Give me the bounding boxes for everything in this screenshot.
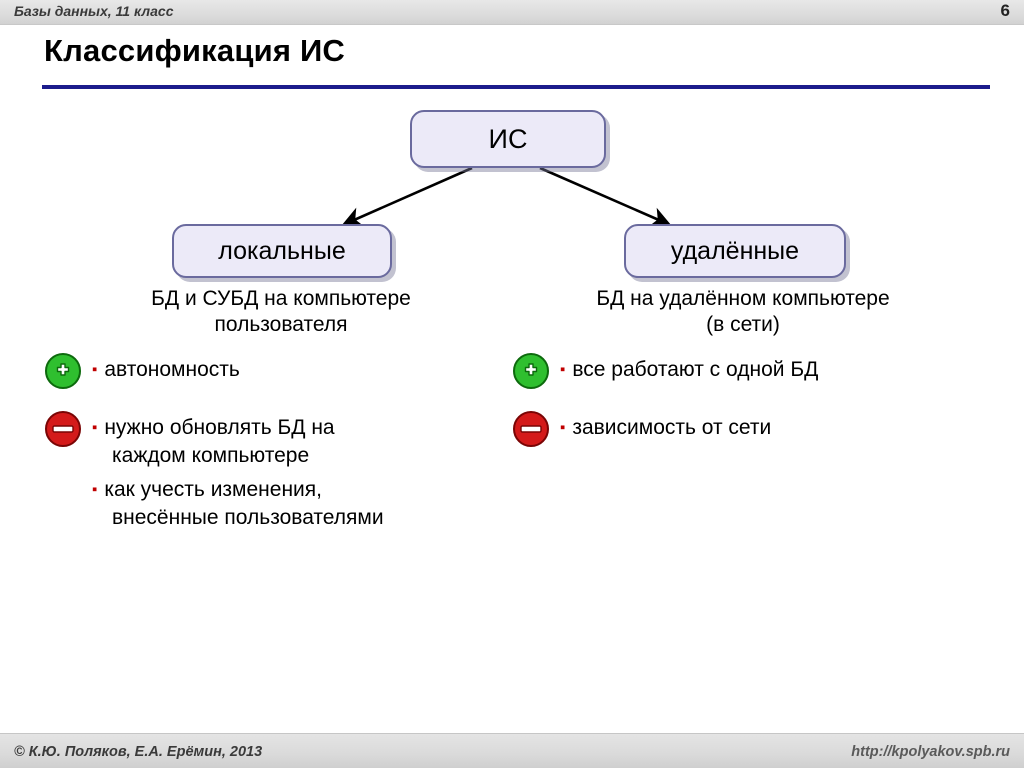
course-title: Базы данных, 11 класс <box>14 3 174 19</box>
node-remote-label: удалённые <box>670 236 800 265</box>
left-pro-1: автономность <box>104 358 240 381</box>
node-local-label: локальные <box>218 236 346 265</box>
left-caption <box>58 286 504 337</box>
bullet-square-icon: ▪ <box>92 419 98 436</box>
plus-circle-icon <box>44 352 82 390</box>
plus-circle-icon <box>512 352 550 390</box>
list-item <box>560 356 1000 384</box>
page-title: Классификация ИС <box>44 33 346 68</box>
left-cons-list <box>92 414 522 532</box>
node-is-label: ИС <box>488 123 528 154</box>
bullet-square-icon: ▪ <box>92 480 98 498</box>
title-divider <box>42 85 990 89</box>
left-con-2-line2: внесённые пользователями <box>112 505 384 529</box>
list-item <box>92 476 522 532</box>
node-local <box>172 224 392 278</box>
bullet-square-icon: ▪ <box>92 361 98 378</box>
left-caption-line1: БД и СУБД на компьютере <box>151 287 411 310</box>
right-pro-1: все работают с одной БД <box>572 358 819 381</box>
left-con-2-line1: как учесть изменения, <box>104 477 322 501</box>
right-cons-list <box>560 414 990 442</box>
right-con-1: зависимость от сети <box>572 416 772 439</box>
copyright-text: © К.Ю. Поляков, Е.А. Ерёмин, 2013 <box>14 744 263 760</box>
node-remote <box>624 224 846 278</box>
minus-circle-icon <box>44 410 82 448</box>
bullet-square-icon: ▪ <box>560 419 566 436</box>
left-caption-line2: пользователя <box>214 312 348 336</box>
right-caption-line1: БД на удалённом компьютере <box>596 287 890 310</box>
list-item <box>92 414 522 470</box>
right-pros-list <box>560 356 1000 384</box>
right-caption <box>518 286 968 337</box>
left-con-1-line1: нужно обновлять БД на <box>104 416 335 439</box>
node-is <box>410 110 606 168</box>
list-item <box>560 414 990 442</box>
slide-number: 6 <box>1000 1 1010 20</box>
bullet-square-icon: ▪ <box>560 361 566 378</box>
left-pros-list <box>92 356 512 384</box>
right-caption-line2: (в сети) <box>706 312 780 336</box>
source-url[interactable]: http://kpolyakov.spb.ru <box>851 744 1010 760</box>
minus-circle-icon <box>512 410 550 448</box>
left-con-1-line2: каждом компьютере <box>112 443 310 467</box>
list-item <box>92 356 512 384</box>
